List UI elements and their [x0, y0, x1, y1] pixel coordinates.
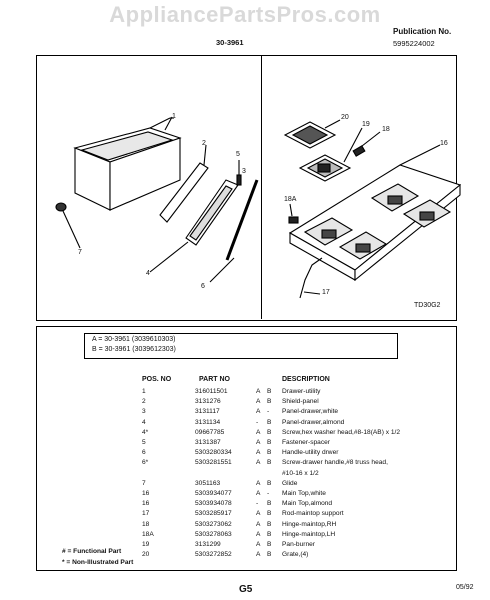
table-row [0, 419, 490, 429]
pos-no-cell: 2 [142, 398, 146, 406]
part-no-cell: 3131276 [195, 398, 221, 406]
variant-b-cell: B [267, 479, 272, 487]
part-no-cell: 3131387 [195, 439, 221, 446]
part-no-cell: 316011501 [195, 388, 228, 395]
figure-id: TD30G2 [414, 302, 441, 309]
callout-label: 20 [341, 114, 349, 121]
print-date: 05/92 [456, 584, 474, 591]
variant-b-cell: - [267, 490, 270, 497]
variant-a-cell: A [256, 459, 261, 467]
description-cell: #10-16 x 1/2 [282, 469, 319, 477]
variant-b-cell: B [267, 510, 272, 518]
callout-label: 4 [146, 270, 150, 277]
callout-label: 3 [242, 168, 246, 175]
description-cell: Glide [282, 479, 298, 487]
pos-no-cell: 20 [142, 551, 150, 559]
pos-no-cell: 17 [142, 510, 150, 518]
description-cell: Grate,(4) [282, 551, 309, 559]
variant-b-cell: B [267, 551, 272, 559]
part-no-cell: 5303281551 [195, 459, 232, 467]
pos-no-cell: 7 [142, 479, 146, 487]
variant-b-cell: B [267, 541, 272, 548]
part-no-cell: 5303934078 [195, 500, 232, 508]
table-row [0, 388, 490, 398]
pos-no-cell: 18A [142, 530, 154, 538]
part-no-cell: 5303285917 [195, 510, 232, 518]
functional-part-note: # = Functional Part [62, 548, 122, 555]
description-cell: Handle-utility drwer [282, 449, 339, 457]
callout-label: 18A [284, 196, 297, 203]
variant-a-cell: - [256, 418, 259, 426]
description-cell: Main Top,white [282, 490, 326, 497]
pos-no-cell: 1 [142, 388, 146, 395]
variant-a-cell: A [256, 388, 261, 395]
variant-a-cell: A [256, 541, 261, 548]
table-row [0, 449, 490, 459]
variant-b-cell: B [267, 449, 272, 457]
callout-label: 18 [382, 126, 390, 133]
variant-a: A = 30-3961 (3039610303) [92, 336, 176, 343]
variant-b-cell: - [267, 408, 270, 416]
site-watermark: AppliancePartsPros.com [109, 2, 381, 27]
pos-no-cell: 6 [142, 449, 146, 457]
pos-no-cell: 5 [142, 439, 146, 446]
table-row [0, 470, 490, 480]
description-cell: Panel-drawer,almond [282, 418, 345, 426]
pos-no-cell: 19 [142, 541, 150, 548]
part-no-cell: 5303273062 [195, 520, 232, 528]
part-no-cell: 5303278063 [195, 530, 232, 538]
variant-a-cell: A [256, 408, 261, 416]
drawer-illustration [75, 118, 180, 210]
variant-a-cell: A [256, 449, 261, 457]
table-row [0, 429, 490, 439]
variant-b-cell: B [267, 459, 272, 467]
variant-a-cell: A [256, 520, 261, 528]
variant-b-cell: B [267, 418, 272, 426]
variant-a-cell: A [256, 428, 261, 436]
publication-label: Publication No. [393, 27, 452, 36]
callout-label: 17 [322, 289, 330, 296]
part-no-cell: 5303280334 [195, 449, 232, 457]
variant-a-cell: A [256, 551, 261, 559]
table-row [0, 398, 490, 408]
pos-no-cell: 16 [142, 490, 150, 497]
callout-label: 16 [440, 140, 448, 147]
pos-no-cell: 6* [142, 459, 149, 467]
glide-illustration [56, 203, 80, 248]
description-cell: Screw-drawer handle,#8 truss head, [282, 459, 388, 467]
variant-b-cell: B [267, 428, 272, 436]
variant-a-cell: A [256, 439, 261, 446]
description-cell: Hinge-maintop,RH [282, 520, 337, 528]
variant-a-cell: A [256, 479, 261, 487]
part-no-cell: 09667785 [195, 428, 225, 436]
variant-b-cell: B [267, 530, 272, 538]
table-row [0, 408, 490, 418]
support-rod-illustration [300, 258, 322, 298]
non-illustrated-note: * = Non-Illustrated Part [62, 559, 134, 566]
header-description: DESCRIPTION [282, 376, 330, 383]
table-row [0, 500, 490, 510]
description-cell: Hinge-maintop,LH [282, 530, 336, 538]
variant-a-cell: A [256, 530, 261, 538]
table-row [0, 480, 490, 490]
header-part-no: PART NO [199, 376, 230, 383]
description-cell: Main Top,almond [282, 500, 333, 508]
variant-b-cell: B [267, 398, 272, 406]
pos-no-cell: 4 [142, 418, 146, 426]
header-pos-no: POS. NO [142, 376, 172, 383]
part-no-cell: 5303272852 [195, 551, 232, 559]
table-row [0, 490, 490, 500]
variant-b-cell: B [267, 388, 272, 395]
callout-label: 2 [202, 140, 206, 147]
description-cell: Screw,hex washer head,#8-18(AB) x 1/2 [282, 428, 401, 436]
grate-illustration [285, 120, 340, 148]
model-number: 30-3961 [216, 38, 244, 47]
variant-b-cell: B [267, 439, 272, 446]
description-cell: Shield-panel [282, 398, 319, 406]
part-no-cell: 3131117 [195, 408, 220, 416]
description-cell: Rod-maintop support [282, 510, 344, 518]
table-row [0, 439, 490, 449]
publication-number: 5995224002 [393, 39, 435, 48]
description-cell: Pan-burner [282, 541, 315, 548]
callout-label: 1 [172, 113, 176, 120]
drawer-panel-illustration [150, 180, 238, 272]
variant-a-cell: A [256, 490, 261, 497]
pos-no-cell: 4* [142, 428, 149, 436]
part-no-cell: 3051163 [195, 479, 221, 487]
callout-label: 5 [236, 151, 240, 158]
table-row [0, 521, 490, 531]
pos-no-cell: 3 [142, 408, 146, 416]
callout-label: 19 [362, 121, 370, 128]
pos-no-cell: 16 [142, 500, 150, 508]
page-number: G5 [239, 584, 253, 595]
part-no-cell: 5303934077 [195, 490, 232, 497]
description-cell: Drawer-utility [282, 388, 321, 395]
part-no-cell: 3131134 [195, 418, 221, 426]
variant-b: B = 30-3961 (3039612303) [92, 346, 176, 353]
part-no-cell: 3131299 [195, 541, 221, 548]
table-row [0, 531, 490, 541]
description-cell: Fastener-spacer [282, 439, 331, 446]
variant-b-cell: B [267, 500, 272, 508]
callout-label: 7 [78, 249, 82, 256]
variant-a-cell: - [256, 500, 259, 508]
variant-b-cell: B [267, 520, 272, 528]
variant-a-cell: A [256, 398, 261, 406]
variant-a-cell: A [256, 510, 261, 518]
table-row [0, 510, 490, 520]
table-row [0, 459, 490, 469]
callout-label: 6 [201, 283, 205, 290]
fastener-illustration [237, 160, 241, 185]
pos-no-cell: 18 [142, 520, 150, 528]
description-cell: Panel-drawer,white [282, 408, 339, 416]
